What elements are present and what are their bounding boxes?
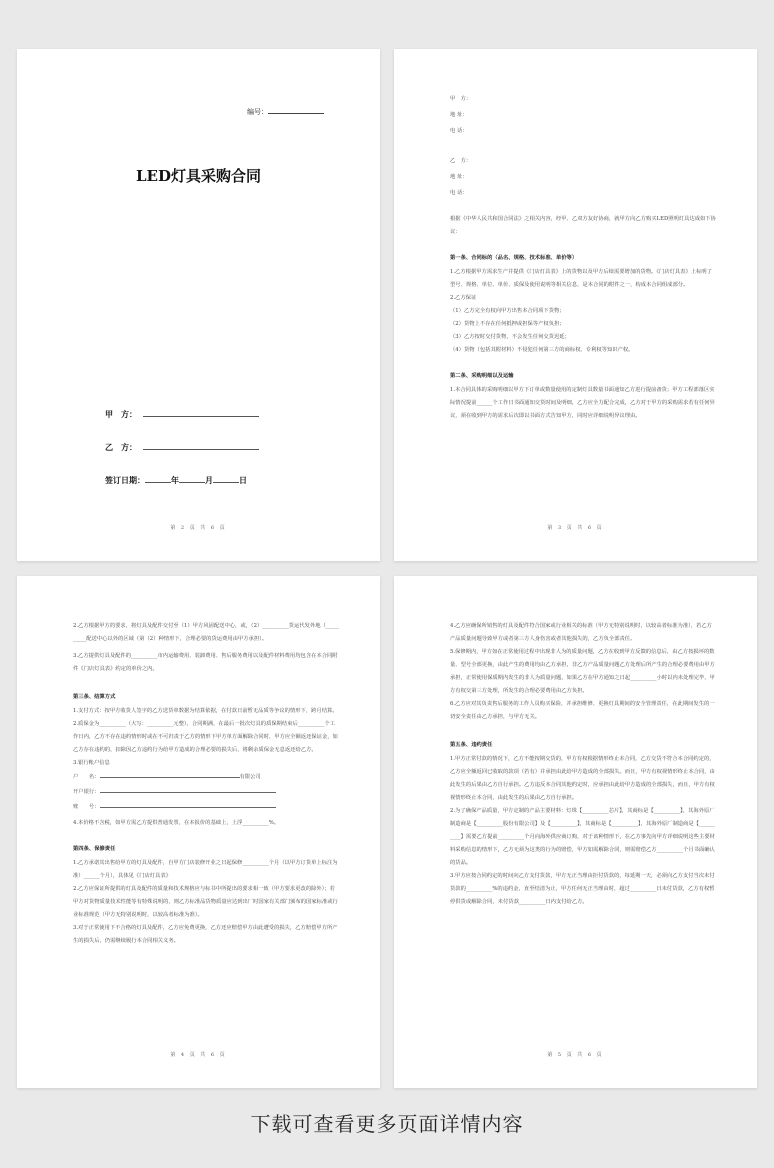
article-4-para-5: 5.保修期内，甲方如在正常使用过程中出现非人为的质量问题，乙方在收到甲方反馈的信息后，由乙方按损坏的数量、型号全部更换，由此产生的费用均由乙方承担，非乙方产品质量问题乙方处理后所产生的合理必要费用由甲方承担，正常使用保质期内发生的非人为质量问题，如果乙方在甲方通知之日起__________小时以内未处理完毕，甲方有权交第三方处理，所发生的合理必要费用由乙方负担。	[450, 649, 715, 694]
party-b-address: 地 址：	[450, 174, 468, 180]
article-5-para-1: 1.甲方正常付款的情况下，乙方不能按期交货的，甲方有权根据情形终止本合同，乙方交货不符合本合同约定的，乙方应全额返回已收取的款项（若有）并承担由此给甲方造成的全部损失。而且，甲方有权视情形终止本合同，由此发生的后果由乙方自行承担。乙方违反本合同其他约定时，应承担由此给甲方造成的全部损失，而且，甲方有权视情形终止本合同，由此发生的后果由乙方自行承担。	[450, 756, 715, 801]
party-a-label: 甲 方：	[105, 409, 137, 419]
article-4-para-4: 4.乙方应确保所销售的灯具及配件符合国家或行业相关的标准（甲方无特别说明时，以较高者标准为准），若乙方产品质量问题导致甲方或者第三方人身伤害或者其他损失的，乙方负全部责任。	[450, 623, 712, 642]
page-3-content	[450, 91, 717, 423]
month-blank	[179, 473, 205, 483]
bank-name-suffix: 有限公司	[239, 774, 261, 780]
article-1-item-3: （3）乙方按时交付货物，不会发生任何交货迟延；	[450, 334, 570, 340]
article-4-para-3: 3.对于正常使用下不合格的灯具及配件，乙方应免费更换，乙方还应赔偿甲方由此遭受的损失，乙方赔偿甲方所产生的损失后，仍需继续履行本合同相关义务。	[73, 925, 338, 944]
article-2-para-3: 3.乙方提供灯具及配件的__________市内运输费用、装卸费用、售后服务费用以及配件材料费用均包含在本合同附件《门店灯具表》约定的单价之内。	[73, 653, 338, 672]
article-5-heading: 第五条、违约责任	[450, 742, 493, 748]
article-3-para-4: 4.本价格不含税，如甲方需乙方提供普通发票，在本报价的基础上，上浮__________%。	[73, 820, 280, 826]
article-4-para-1: 1.乙方承诺其出售给甲方的灯具及配件，自甲方门店装修开业之日起保修__________个月（以甲方订货单上标注为准）______个月），具体见《门店灯具表》	[73, 860, 338, 879]
article-2-para-2: 2.乙方根据甲方的要求，将灯具及配件交付至（1）甲方风固配送中心，或，（2）__________货运代发外地（__________配送中心以外的区域（第（2）种情形下，合理必要的货运费用由甲方承担）。	[73, 623, 340, 642]
article-4-para-6: 6.乙方应对其负责售后服务的工作人员购买保险，并承担维修、更换灯具期间的安全管理责任，在此期间发生的一切安全责任由乙方承担，与甲方无关。	[450, 701, 715, 720]
article-1-item-4: （4）货物（包括其附材料）不侵犯任何第三方的商标权、专利权等知识产权。	[450, 347, 634, 353]
party-a-phone: 电 话：	[450, 128, 468, 134]
party-a-signature	[105, 407, 259, 420]
article-2-heading: 第二条、采购明细以及运输	[450, 373, 514, 379]
contract-page-3	[394, 49, 757, 561]
date-label: 签订日期：	[105, 475, 145, 485]
signing-date	[105, 473, 247, 486]
article-1-para-2: 2.乙方保证	[450, 295, 477, 301]
contract-page-5	[394, 576, 757, 1088]
party-a-name: 甲 方：	[450, 96, 472, 102]
bank-name-blank	[100, 771, 240, 778]
article-4-heading: 第四条、保修责任	[73, 846, 116, 852]
year-label: 年	[171, 475, 179, 485]
day-blank	[213, 473, 239, 483]
page-4-content	[73, 620, 340, 948]
party-a-address: 地 址：	[450, 112, 468, 118]
page-5-content	[450, 620, 717, 909]
party-a-blank	[143, 407, 259, 417]
article-3-para-3: 3.银行帐户信息	[73, 760, 110, 766]
month-label: 月	[205, 475, 213, 485]
article-5-para-2: 2.为了确保产品质量，甲方定制的产品主要材料：灯珠【__________芯片】，其商标是【__________】，其海外原厂制造商是【__________股份有限公司】及【__________】，其商标是【__________】，其海外原厂制造商是【__________】需要乙方提前__________个月向海外供应商订购，对于该种情形下，在乙方事先向甲方详细说明这些主要材料采购信息的情形下，乙方无须为这类的行为的赔偿，甲方如需解除合同，则需赔偿乙方__________个月书面确认的货品。	[450, 808, 715, 866]
article-5-para-3: 3.甲方应按合同约定的时间向乙方支付货款，甲方无正当理由拒付货款的，每延期一天，必须向乙方支付当次未付货款的__________%的违约金，直至结清为止，甲方任何无正当理由时，超过__________日未付货款，乙方有权暂停供货或解除合同，未付货款__________日内支付给乙方。	[450, 873, 715, 905]
contract-title: LED灯具采购合同	[136, 167, 261, 185]
bank-account-blank	[100, 801, 276, 808]
article-1-para-1: 1.乙方根据甲方需求生产并提供《门店灯具表》上的货物以及甲方后续需要增加的货物。《门店灯具表》上标明了型号、规格、单位、单价、质保及使用说明等相关信息，是本合同的附件之一，构成本合同组成部分。	[450, 269, 712, 288]
contract-page-2	[17, 49, 380, 561]
bank-name-label: 户 名：	[73, 774, 100, 780]
intro-paragraph: 根据《中华人民共和国合同法》之相关内容，经甲、乙双方友好协商，就甲方向乙方购买LED照明灯具达成如下协议：	[450, 216, 716, 235]
article-3-para-2: 2.质保金为__________（大写：__________元整），合同期满，在最后一批次灯具的质保期结束后__________个工作日内，乙方不存在违约情形时或在不可归责于乙方的情形下甲方单方面解除合同时，甲方应全额返还保证金，如乙方存在违约的，扣除因乙方违约行为给甲方造成的合理必要的损失后，将剩余质保金无息返还给乙方。	[73, 721, 338, 753]
bank-branch-label: 开户银行：	[73, 789, 100, 795]
year-blank	[145, 473, 171, 483]
party-b-signature	[105, 440, 259, 453]
page-number: 第 4 页 共 6 页	[170, 1052, 227, 1058]
article-1-heading: 第一条、合同标的（品名、规格、技术标准、单价等）	[450, 255, 578, 261]
bank-account-name	[73, 770, 340, 785]
contract-page-4	[17, 576, 380, 1088]
bank-branch-blank	[100, 786, 276, 793]
bank-account-label: 账 号：	[73, 804, 100, 810]
download-more-note: 下载可查看更多页面详情内容	[250, 1112, 524, 1136]
page-number: 第 2 页 共 6 页	[170, 525, 227, 531]
page-number: 第 5 页 共 6 页	[547, 1052, 604, 1058]
party-b-label: 乙 方：	[105, 442, 137, 452]
page-number: 第 3 页 共 6 页	[547, 525, 604, 531]
article-3-para-1: 1.支付方式：按甲方收货人签字的乙方送货单数据为结算依据，在付款日前暂无品质等争议的情形下，跨月结算。	[73, 708, 338, 714]
party-b-phone: 电 话：	[450, 190, 468, 196]
article-1-item-1: （1）乙方完全有权向甲方出售本合同项下货物；	[450, 308, 565, 314]
article-3-heading: 第三条、结算方式	[73, 694, 116, 700]
party-b-name: 乙 方：	[450, 158, 472, 164]
article-1-item-2: （2）货物上不存在任何抵押或担保等产权负担；	[450, 321, 565, 327]
party-b-blank	[143, 440, 259, 450]
bank-account-number	[73, 800, 340, 815]
contract-number-blank	[268, 105, 324, 114]
article-4-para-2: 2.乙方应保证所提供的灯具及配件的质量和技术规格应与标书中所提出的要求相一致（甲方要求更改的除外）；若甲方对货物质量技术性能等有特殊说明的，则乙方标准品货物质量应达到出厂时国家有关部门颁布的国家标准或行业标准规范（甲方无特别说明时，以较高者标准为准）。	[73, 886, 338, 918]
day-label: 日	[239, 475, 247, 485]
contract-number	[247, 105, 324, 117]
bank-branch	[73, 785, 340, 800]
article-2-para-1: 1.本合同具体的采购明细以甲方下订单或数量使用的定制灯具数量书面通知乙方进行提前备货；甲方工程部落区实际情况提前______个工作日书面通知交货时间及明细，乙方应全力配合完成，乙方对于甲方的采购需求若有任何异议，须在收到甲方的需求后次即以书面方式告知甲方，同时应详细说明异议理由。	[450, 387, 715, 419]
contract-number-label: 编号：	[247, 108, 268, 116]
